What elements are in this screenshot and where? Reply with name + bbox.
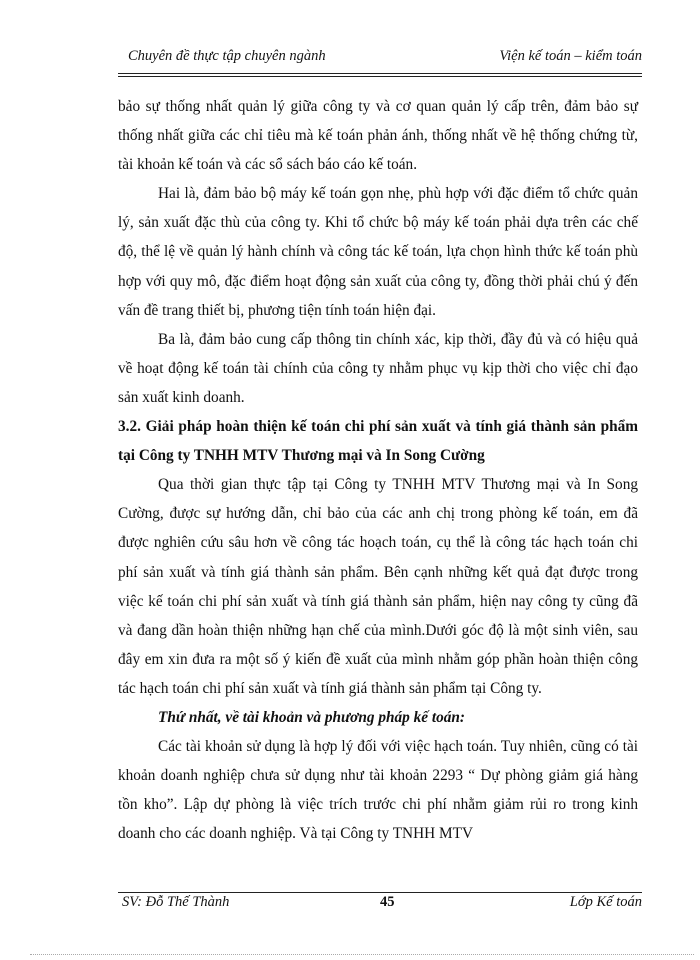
section-heading: 3.2. Giải pháp hoàn thiện kế toán chi phí sản xuất và tính giá thành sản phẩm tại Công ty TNHH MTV Thương mại và In Song Cường bbox=[118, 418, 638, 465]
paragraph-intro: Qua thời gian thực tập tại Công ty TNHH MTV Thương mại và In Song Cường, được sự hướng dẫn, chỉ bảo của các anh chị trong phòng kế toán, em đã được nghiên cứu sâu hơn về công tác hoạch toán, cụ thể là công tác hạch toán chi phí sản xuất và tính giá thành sản phẩm. Bên cạnh những kết quả đạt được trong việc kế toán chi phí sản xuất và tính giá thành sản phẩm, hiện nay công ty cũng đã và đang dần hoàn thiện những hạn chế của mình.Dưới góc độ là một sinh viên, sau đây em xin đưa ra một số ý kiến đề xuất của mình nhằm góp phần hoàn thiện công tác hạch toán chi phí sản xuất và tính giá thành sản phẩm tại Công ty. bbox=[118, 476, 638, 697]
page-number: 45 bbox=[380, 894, 395, 910]
header-institute: Viện kế toán – kiểm toán bbox=[499, 48, 642, 64]
paragraph-accounts: Các tài khoản sử dụng là hợp lý đối với việc hạch toán. Tuy nhiên, cũng có tài khoản doanh nghiệp chưa sử dụng như tài khoản 2293 “ Dự phòng giảm giá hàng tồn kho”. Lập dự phòng là việc trích trước chi phí nhằm giảm rủi ro trong kinh doanh cho các doanh nghiệp. Và tại Công ty TNHH MTV bbox=[118, 738, 638, 843]
page-bottom-dotted-border bbox=[30, 954, 694, 955]
header-rule-2 bbox=[118, 76, 642, 77]
footer-student: SV: Đỗ Thế Thành bbox=[122, 894, 230, 910]
paragraph-hai-la: Hai là, đảm bảo bộ máy kế toán gọn nhẹ, phù hợp với đặc điểm tổ chức quản lý, sản xuất đặc thù của công ty. Khi tổ chức bộ máy kế toán phải dựa trên các chế độ, thể lệ về quản lý hành chính và công tác kế toán, lựa chọn hình thức kế toán phù hợp với quy mô, đặc điểm hoạt động sản xuất của công ty, đồng thời phải chú ý đến vấn đề trang thiết bị, phương tiện tính toán hiện đại. bbox=[118, 185, 638, 319]
footer-rule bbox=[118, 892, 642, 893]
paragraph-continuation: bảo sự thống nhất quản lý giữa công ty và cơ quan quản lý cấp trên, đảm bảo sự thống nhất giữa các chỉ tiêu mà kế toán phản ánh, thống nhất về hệ thống chứng từ, tài khoản kế toán và các sổ sách báo cáo kế toán. bbox=[118, 98, 638, 174]
document-body bbox=[118, 92, 638, 848]
subheading-thu-nhat: Thứ nhất, về tài khoản và phương pháp kế toán: bbox=[158, 708, 466, 726]
page-footer bbox=[118, 894, 642, 916]
paragraph-ba-la: Ba là, đảm bảo cung cấp thông tin chính xác, kịp thời, đầy đủ và có hiệu quả về hoạt động kế toán tài chính của công ty nhằm phục vụ kịp thời cho việc chỉ đạo sản xuất kinh doanh. bbox=[118, 330, 638, 406]
page-header bbox=[118, 48, 642, 70]
footer-class: Lớp Kế toán bbox=[569, 894, 642, 910]
header-course-title: Chuyên đề thực tập chuyên ngành bbox=[128, 48, 326, 64]
header-rule-1 bbox=[118, 73, 642, 74]
